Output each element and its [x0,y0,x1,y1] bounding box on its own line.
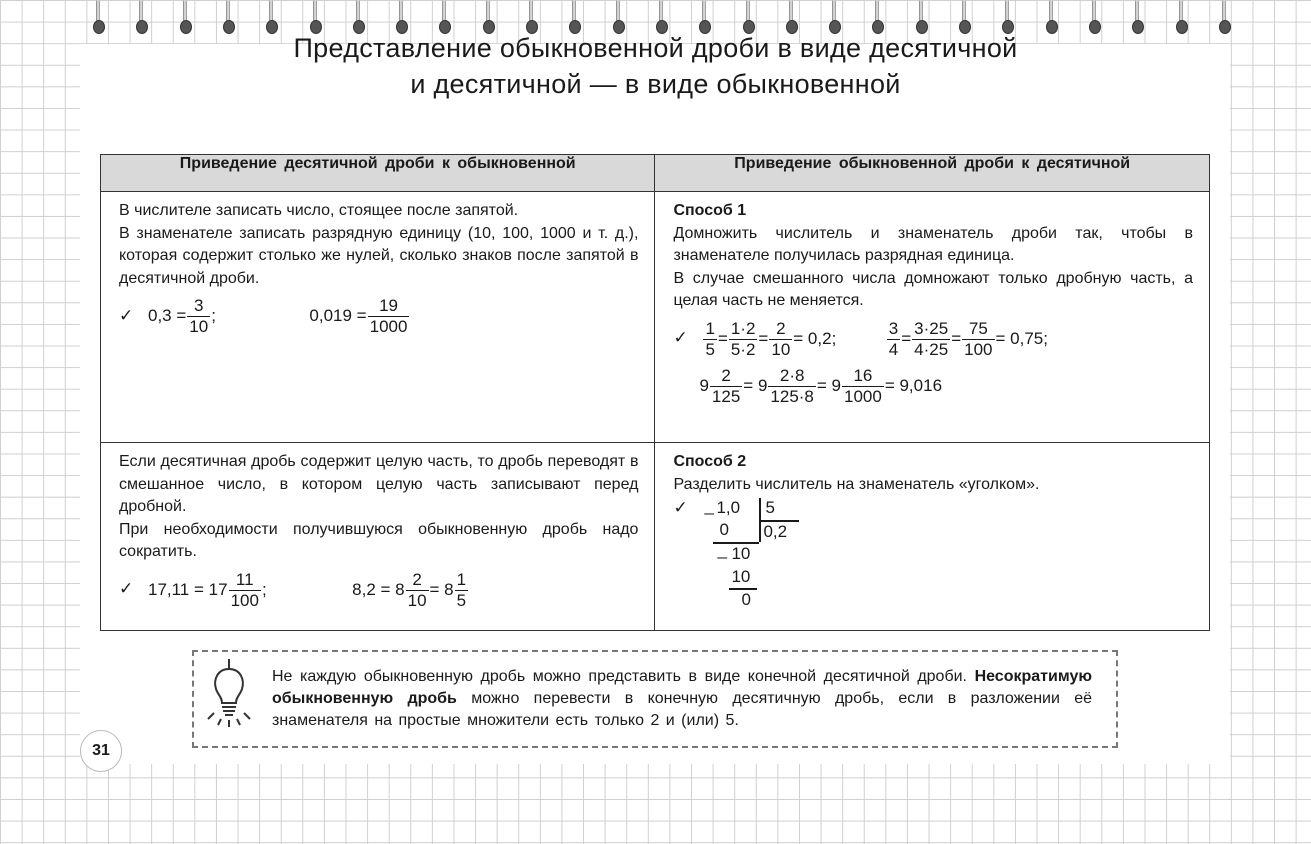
cell-left-bottom [101,443,655,631]
header-fraction-to-decimal: Приведение обыкновенной дроби к десятичной [655,155,1210,192]
rule-text: При необходимости получившуюся обыкновенную дробь надо сократить. [119,520,639,560]
numerator: 75 [962,319,994,340]
math-text: ; [211,305,216,325]
rule-text: В случае смешанного числа домножают только дробную часть, а целая часть не меняется. [673,269,1193,309]
rule-text: В знаменателе записать разрядную единицу (10, 100, 1000 и т. д.), которая содержит столько же нулей, сколько знаков после запятой в десятичной дроби. [119,224,639,287]
numerator: 1·2 [730,318,756,338]
checkmark-icon: ✓ [119,579,134,599]
denominator: 125·8 [770,386,814,406]
lightbulb-icon [204,657,254,729]
example-line [119,296,638,337]
denominator: 10 [771,339,791,359]
rule-text: Если десятичная дробь содержит целую часть, то дробь переводят в смешанное число, в котором целую часть записывают перед дробной. [119,453,639,515]
fraction [187,296,210,337]
rule-text: Разделить числитель на знаменатель «уголком». [673,475,1040,493]
cell-left-top [101,192,655,443]
minus-sign: _ [704,496,714,515]
denominator: 100 [230,590,259,610]
cell-right-top [655,192,1210,443]
math-text: 0,3 = [147,305,187,325]
fraction [729,319,758,360]
numerator: 1 [705,318,715,338]
math-text: = 8 [429,579,454,599]
example-line [673,366,1193,407]
table-row [101,443,1210,631]
fraction [229,570,261,611]
tip-box [192,650,1118,748]
table-row [101,192,1210,443]
numerator: 2 [406,570,429,591]
denominator: 125 [711,386,741,406]
numerator: 2·8 [768,366,815,387]
header-decimal-to-fraction: Приведение десятичной дроби к обыкновенной [101,155,655,192]
fraction [710,366,742,407]
denominator: 4·25 [914,339,949,359]
subtrahend: 0 [719,520,729,539]
numerator: 1 [456,569,467,589]
method-heading: Способ 1 [673,202,747,219]
dividend: 1,0 [716,498,741,517]
remainder: 10 [731,544,751,563]
math-text: 8,2 = 8 [352,579,405,599]
math-text: = 9 [816,375,841,395]
method-heading: Способ 2 [673,453,747,470]
fraction [887,319,900,360]
fraction [842,366,884,407]
tip-bold: Несократимую обыкновенную дробь [272,668,1093,707]
rule-text: Домножить числитель и знаменатель дроби так, чтобы в знаменателе получилась разрядная единица. [673,224,1193,264]
denominator: 4 [888,339,899,359]
rules-table [100,154,1210,631]
numerator: 3·25 [914,318,949,338]
numerator: 2 [710,366,742,387]
numerator: 2 [769,319,792,340]
fraction [455,570,468,611]
page-number: 31 [80,730,122,772]
minus-sign: _ [717,540,727,559]
cell-right-bottom [655,443,1210,631]
title-line-2: и десятичной — в виде обыкновенной [410,69,901,99]
fraction [768,366,815,407]
denominator: 5·2 [730,339,756,359]
fraction [912,319,950,360]
fraction [962,319,994,360]
quotient: 0,2 [763,522,788,541]
denominator: 5 [705,339,715,359]
tip-text [272,666,1092,732]
long-division [673,496,1193,609]
denominator: 10 [189,317,209,336]
remainder: 0 [741,590,751,609]
tip-rest: можно перевести в конечную десятичную дробь, если в разложении её знаменателя на простые множители есть только 2 и (или) 5. [272,690,1093,729]
math-text: = 9 [743,375,768,395]
math-text: 0,019 = [309,305,367,325]
denominator: 10 [407,590,427,610]
math-text: ; [261,579,267,599]
fraction [769,319,792,360]
tip-line-1: Не каждую обыкновенную дробь можно представить в виде конечной десятичной дроби. [272,668,968,685]
page-title [0,30,1311,102]
fraction [368,296,410,337]
checkmark-icon: ✓ [673,328,688,348]
math-text: = 0,75; [995,328,1048,348]
divisor: 5 [765,498,775,517]
example-line: ✓ $\frac{1}{5}$ = $\frac{1\cdot 2}{5\cdot 2}$ = $\frac{2}{10}$ = 0,2; $\frac{3}{4}$ = $\frac{3\cdot 25}{4\cdot 25}$ = $\frac{75}{100}$ = 0,75; [673,318,1048,359]
math-text: = 0,2; [793,328,837,348]
denominator: 100 [964,339,993,359]
title-line-1: Представление обыкновенной дроби в виде десятичной [293,33,1018,63]
denominator: 1000 [844,386,882,406]
numerator: 19 [368,296,410,317]
rule-text: В числителе записать число, стоящее после запятой. [119,202,519,219]
subtrahend: 10 [731,567,751,586]
numerator: 3 [888,318,899,338]
numerator: 3 [187,296,210,317]
math-text: = 9,016 [884,375,943,395]
fraction [703,319,716,360]
denominator: 5 [456,590,467,610]
table-header-row [101,155,1210,192]
checkmark-icon: ✓ [673,498,688,517]
numerator: 11 [229,570,261,591]
math-text: 9 [699,375,709,395]
denominator: 1000 [369,317,408,336]
fraction [406,570,429,611]
checkmark-icon: ✓ [119,305,134,325]
numerator: 16 [842,366,884,387]
example-line [119,570,638,611]
math-text: 17,11 = 17 [147,579,228,599]
